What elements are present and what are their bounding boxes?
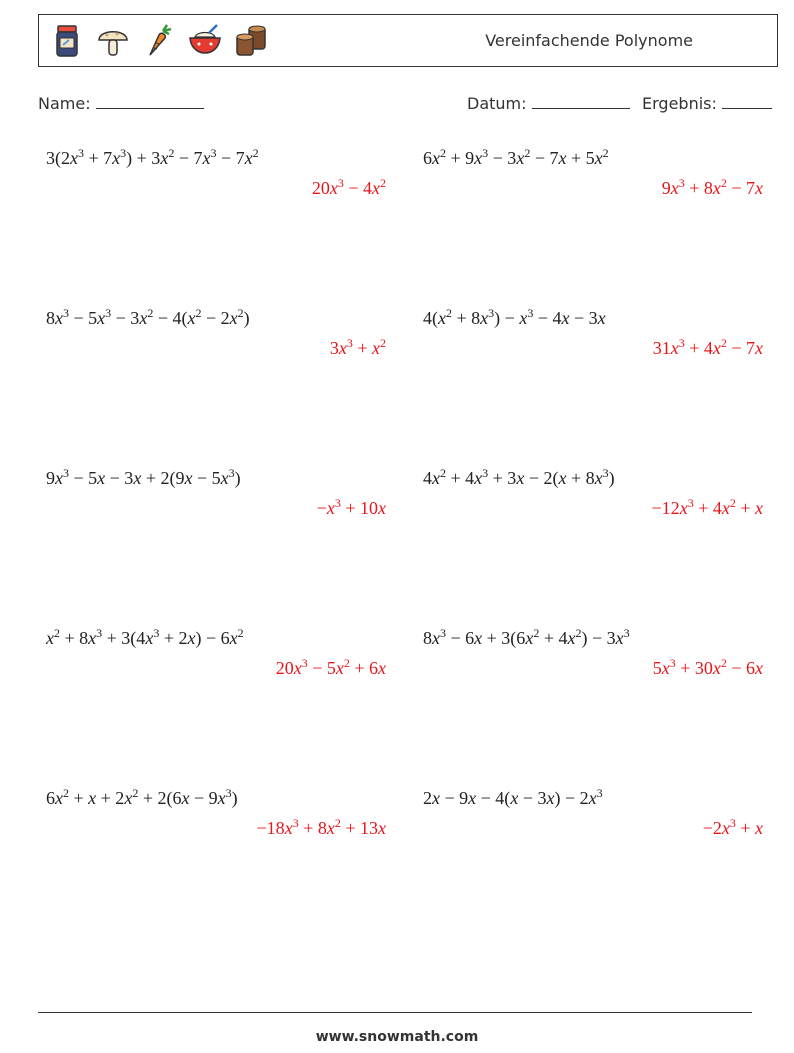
problem-expression: $6x^2 + x + 2x^2 + 2(6x - 9x^3)$ [46,786,238,808]
log-icon [233,23,269,59]
score-field [642,94,772,113]
name-blank[interactable] [96,94,204,109]
name-label: Name: [38,94,91,113]
problem-expression: $4(x^2 + 8x^3) - x^3 - 4x - 3x$ [423,306,606,328]
problem-answer: $-2x^3 + x$ [702,816,763,838]
score-label: Ergebnis: [642,94,717,113]
problem-item [46,626,386,678]
problem-expression: $8x^3 - 5x^3 - 3x^2 - 4(x^2 - 2x^2)$ [46,306,250,328]
problem-answer: $20x^3 - 4x^2$ [311,176,386,198]
jar-icon [49,23,85,59]
problem-item [423,786,763,838]
problem-answer: $9x^3 + 8x^2 - 7x$ [661,176,763,198]
problem-item [46,786,386,838]
name-field [38,94,204,113]
problem-answer: $-12x^3 + 4x^2 + x$ [651,496,763,518]
footer-url: www.snowmath.com [315,1029,479,1045]
problem-item [423,466,763,518]
problem-expression: $2x - 9x - 4(x - 3x) - 2x^3$ [423,786,603,808]
problem-item [46,466,386,518]
carrot-icon [141,23,177,59]
problem-expression: $6x^2 + 9x^3 - 3x^2 - 7x + 5x^2$ [423,146,609,168]
header-box [38,14,778,67]
problem-item [423,146,763,198]
problem-expression: $9x^3 - 5x - 3x + 2(9x - 5x^3)$ [46,466,241,488]
icon-strip [49,23,269,59]
problem-answer: $20x^3 - 5x^2 + 6x$ [275,656,386,678]
problem-item [423,306,763,358]
problem-expression: $8x^3 - 6x + 3(6x^2 + 4x^2) - 3x^3$ [423,626,630,648]
problem-answer: $5x^3 + 30x^2 - 6x$ [652,656,763,678]
problem-item [46,306,386,358]
problem-expression: $3(2x^3 + 7x^3) + 3x^2 - 7x^3 - 7x^2$ [46,146,259,168]
mushroom-icon [95,23,131,59]
problem-expression: $x^2 + 8x^3 + 3(4x^3 + 2x) - 6x^2$ [46,626,244,648]
problem-answer: $-x^3 + 10x$ [316,496,386,518]
problem-item [423,626,763,678]
problem-answer: $31x^3 + 4x^2 - 7x$ [652,336,763,358]
problem-answer: $3x^3 + x^2$ [329,336,386,358]
rice-bowl-icon [187,23,223,59]
problem-expression: $4x^2 + 4x^3 + 3x - 2(x + 8x^3)$ [423,466,615,488]
problem-answer: $-18x^3 + 8x^2 + 13x$ [256,816,386,838]
date-label: Datum: [467,94,527,113]
date-blank[interactable] [532,94,630,109]
problem-item [46,146,386,198]
worksheet-title: Vereinfachende Polynome [485,31,693,50]
date-field [467,94,630,113]
score-blank[interactable] [722,94,772,109]
footer-divider [38,1012,752,1013]
